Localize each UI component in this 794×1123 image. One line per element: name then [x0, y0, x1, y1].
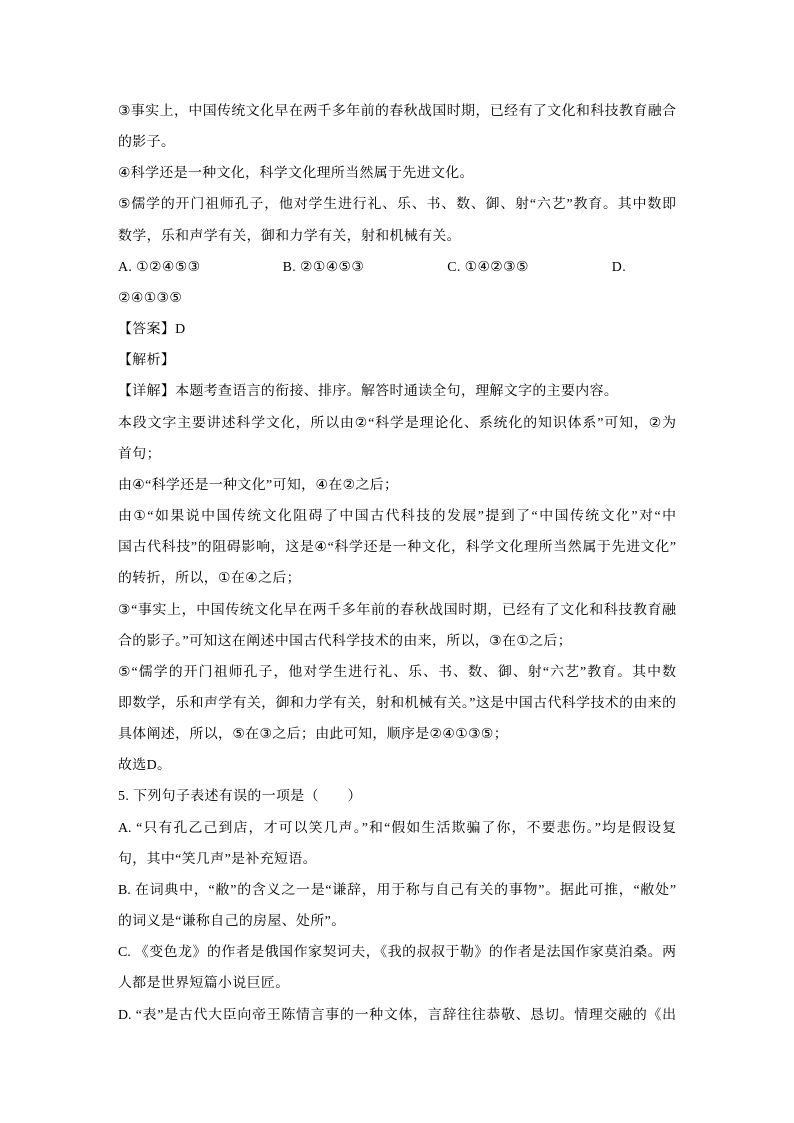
item-4-line: ④科学还是一种文化，科学文化理所当然属于先进文化。: [118, 166, 474, 182]
item-3-line-2: 的影子。: [118, 135, 176, 151]
detail-line-8: ③“事实上，中国传统文化早在两千多年前的春秋战国时期，已经有了文化和科技教育融: [118, 602, 676, 618]
detail-line-3: 首句；: [118, 446, 161, 462]
choice-c-label: C. ①④②③⑤: [447, 259, 529, 275]
item-5-line-1: ⑤儒学的开门祖师孔子，他对学生进行礼、乐、书、数、御、射“六艺”教育。其中数即: [118, 197, 676, 213]
item-5-line-2: 数学，乐和声学有关，御和力学有关，射和机械有关。: [118, 228, 461, 244]
detail-line-12: 具体阐述，所以，⑤在③之后；由此可知，顺序是②④①③⑤；: [118, 727, 509, 743]
q5-option-b-line-1: B. 在词典中，“敝”的含义之一是“谦辞，用于称与自己有关的事物”。据此可推，“敝处”: [118, 882, 676, 898]
q5-option-a-line-2: 句，其中“笑几声”是补充短语。: [118, 851, 317, 867]
detail-line-6: 国古代科技”的阻碍影响，这是④“科学还是一种文化，科学文化理所当然属于先进文化”: [118, 540, 676, 556]
detail-line-1: 【详解】本题考查语言的衔接、排序。解答时通读全句，理解文字的主要内容。: [118, 384, 619, 400]
choices-line: [118, 252, 676, 283]
q5-option-d-line-1: D. “表”是古代大臣向帝王陈情言事的一种文体，言辞往往恭敬、恳切。情理交融的《出: [118, 1007, 676, 1023]
q5-option-b-line-2: 的词义是“谦称自己的房屋、处所”。: [118, 914, 346, 930]
document-body: [118, 96, 676, 1031]
question-5-line: 5. 下列句子表述有误的一项是（ ）: [118, 789, 362, 805]
analysis-label-line: 【解析】: [118, 353, 176, 369]
q5-option-a-line-1: A. “只有孔乙己到店，才可以笑几声。”和“假如生活欺骗了你，不要悲伤。”均是假设复: [118, 820, 676, 836]
choice-d-continuation-line: ②④①③⑤: [118, 290, 183, 306]
detail-line-10: ⑤“儒学的开门祖师孔子，他对学生进行礼、乐、书、数、御、射“六艺”教育。其中数: [118, 664, 676, 680]
conclusion-line: 故选D。: [118, 758, 172, 774]
choice-a-label: A. ①②④⑤③: [118, 259, 201, 275]
detail-line-9: 合的影子。”可知这在阐述中国古代科学技术的由来，所以，③在①之后；: [118, 633, 573, 649]
q5-option-c-line-2: 人都是世界短篇小说巨匠。: [118, 976, 290, 992]
detail-line-5: 由①“如果说中国传统文化阻碍了中国古代科技的发展”提到了“中国传统文化”对“中: [118, 509, 676, 525]
answer-line: 【答案】D: [118, 322, 186, 338]
item-3-line-1: ③事实上，中国传统文化早在两千多年前的春秋战国时期，已经有了文化和科技教育融合: [118, 104, 676, 119]
detail-line-2: 本段文字主要讲述科学文化，所以由②“科学是理论化、系统化的知识体系”可知，②为: [118, 415, 676, 431]
q5-option-c-line-1: C. 《变色龙》的作者是俄国作家契诃夫，《我的叔叔于勒》的作者是法国作家莫泊桑。两: [118, 945, 676, 961]
detail-line-4: 由④“科学还是一种文化”可知，④在②之后；: [118, 477, 399, 493]
choice-d-label: D.: [611, 259, 627, 275]
detail-line-7: 的转折，所以，①在④之后；: [118, 571, 301, 587]
detail-line-11: 即数学，乐和声学有关，御和力学有关，射和机械有关。”这是中国古代科学技术的由来的: [118, 695, 676, 711]
choice-b-label: B. ②①④⑤③: [282, 259, 365, 275]
